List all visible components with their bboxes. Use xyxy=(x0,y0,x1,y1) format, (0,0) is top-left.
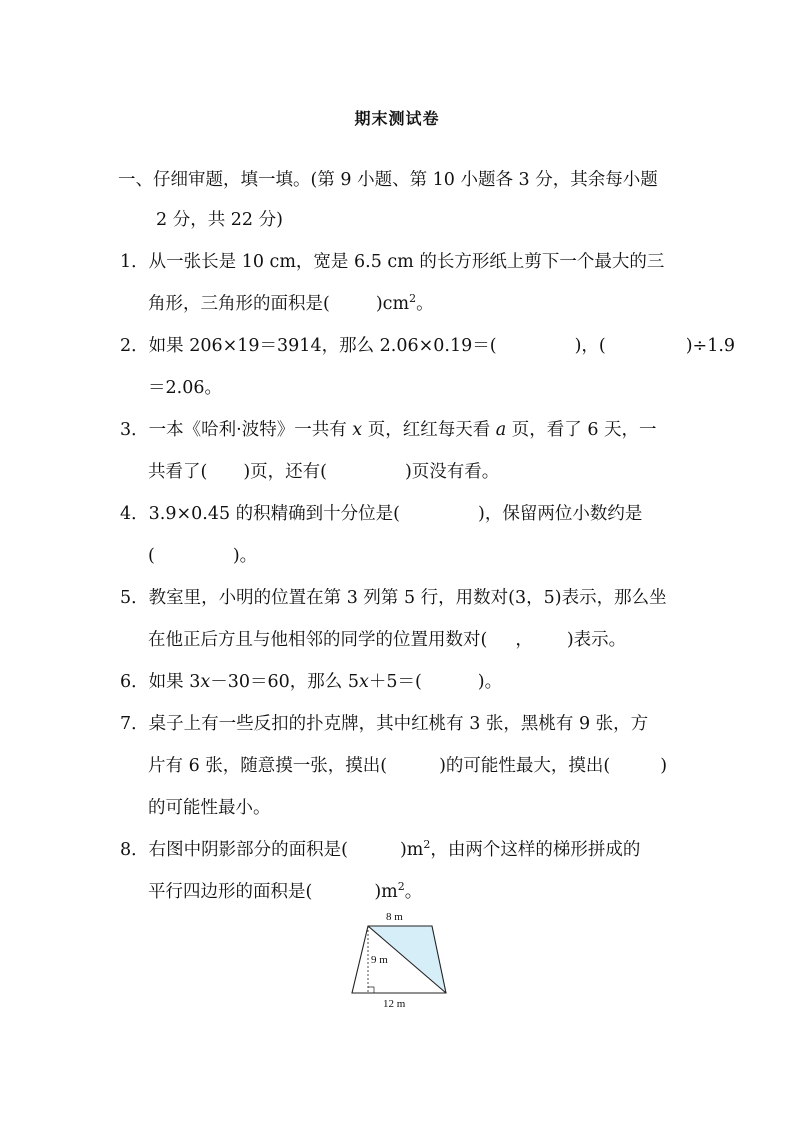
variable: x xyxy=(352,420,363,440)
question-1 xyxy=(120,250,664,274)
question-text: ，由两个这样的梯形拼成的 xyxy=(430,840,641,860)
question-text: 页，红红每天看 xyxy=(362,420,496,440)
question-text: )，保留两位小数约是 xyxy=(478,504,643,524)
superscript: 2 xyxy=(423,838,431,852)
question-number: 2． xyxy=(120,336,149,356)
right-angle-mark xyxy=(368,987,374,993)
question-text: ( xyxy=(148,546,155,566)
superscript: 2 xyxy=(397,880,405,894)
variable: x xyxy=(200,672,211,692)
question-text: 页，看了 6 天，一 xyxy=(506,420,657,440)
unit-text: )m xyxy=(399,840,424,860)
unit-text: )cm xyxy=(375,294,410,314)
question-text: 如果 206×19＝3914，那么 2.06×0.19＝( xyxy=(148,336,497,356)
bottom-side-label: 12 m xyxy=(383,998,406,1010)
question-7 xyxy=(120,712,648,736)
question-8-cont xyxy=(148,880,422,904)
question-text: 角形，三角形的面积是( xyxy=(148,294,330,314)
question-number: 7． xyxy=(120,714,149,734)
question-2 xyxy=(120,334,735,358)
page-title: 期末测试卷 xyxy=(354,109,440,128)
question-1-cont xyxy=(148,292,434,316)
question-text: 平行四边形的面积是( xyxy=(148,882,313,902)
variable: x xyxy=(358,672,369,692)
question-5-cont xyxy=(148,628,626,652)
question-text: )的可能性最大，摸出( xyxy=(439,756,611,776)
question-text: 教室里，小明的位置在第 3 列第 5 行，用数对(3，5)表示，那么坐 xyxy=(148,588,667,608)
question-text: 3.9×0.45 的积精确到十分位是( xyxy=(148,504,400,524)
superscript: 2 xyxy=(409,292,417,306)
unit-text: )m xyxy=(374,882,398,902)
question-2-cont: ＝2.06。 xyxy=(148,378,222,398)
question-text: ) xyxy=(660,756,668,776)
question-text: )。 xyxy=(232,546,258,566)
question-3-cont xyxy=(148,460,499,484)
question-text: )表示。 xyxy=(566,630,627,650)
punctuation: 。 xyxy=(416,294,434,314)
variable: a xyxy=(495,420,507,440)
question-text: )，( xyxy=(574,336,606,356)
question-text: 如果 3 xyxy=(148,672,201,692)
question-number: 8． xyxy=(120,840,149,860)
question-4 xyxy=(120,502,642,526)
question-text: 在他正后方且与他相邻的同学的位置用数对( xyxy=(148,630,488,650)
question-3 xyxy=(120,418,657,442)
question-number: 6． xyxy=(120,672,149,692)
question-6 xyxy=(120,670,502,694)
question-number: 1． xyxy=(120,252,149,272)
question-text: )。 xyxy=(477,672,503,692)
question-text: 片有 6 张，随意摸一张，摸出( xyxy=(148,756,388,776)
top-side-label: 8 m xyxy=(386,911,403,923)
question-8 xyxy=(120,838,640,862)
section-heading: 一、仔细审题，填一填。(第 9 小题、第 10 小题各 3 分，其余每小题 xyxy=(118,170,658,190)
question-text: －30＝60，那么 5 xyxy=(210,672,359,692)
question-number: 4． xyxy=(120,504,149,524)
question-text: 右图中阴影部分的面积是( xyxy=(148,840,348,860)
question-text: ， xyxy=(515,630,533,650)
question-text: )÷1.9 xyxy=(685,336,736,356)
question-text: 桌子上有一些反扣的扑克牌，其中红桃有 3 张，黑桃有 9 张，方 xyxy=(148,714,649,734)
question-text: 一本《哈利·波特》一共有 xyxy=(148,420,353,440)
question-text: )页没有看。 xyxy=(404,462,500,482)
question-text: ＋5＝( xyxy=(368,672,422,692)
question-7-cont2: 的可能性最小。 xyxy=(148,798,271,818)
question-text: )页，还有( xyxy=(243,462,327,482)
question-7-cont xyxy=(148,754,667,778)
question-text: 共看了( xyxy=(148,462,208,482)
question-number: 3． xyxy=(120,420,149,440)
question-text: 。 xyxy=(404,882,423,902)
question-number: 5． xyxy=(120,588,149,608)
height-label: 9 m xyxy=(371,954,388,966)
question-4-cont xyxy=(148,544,257,568)
question-text: 从一张长是 10 cm，宽是 6.5 cm 的长方形纸上剪下一个最大的三 xyxy=(148,252,665,272)
trapezoid-figure xyxy=(340,905,460,1017)
section-heading-cont: 2 分，共 22 分) xyxy=(156,210,283,230)
question-5 xyxy=(120,586,667,610)
